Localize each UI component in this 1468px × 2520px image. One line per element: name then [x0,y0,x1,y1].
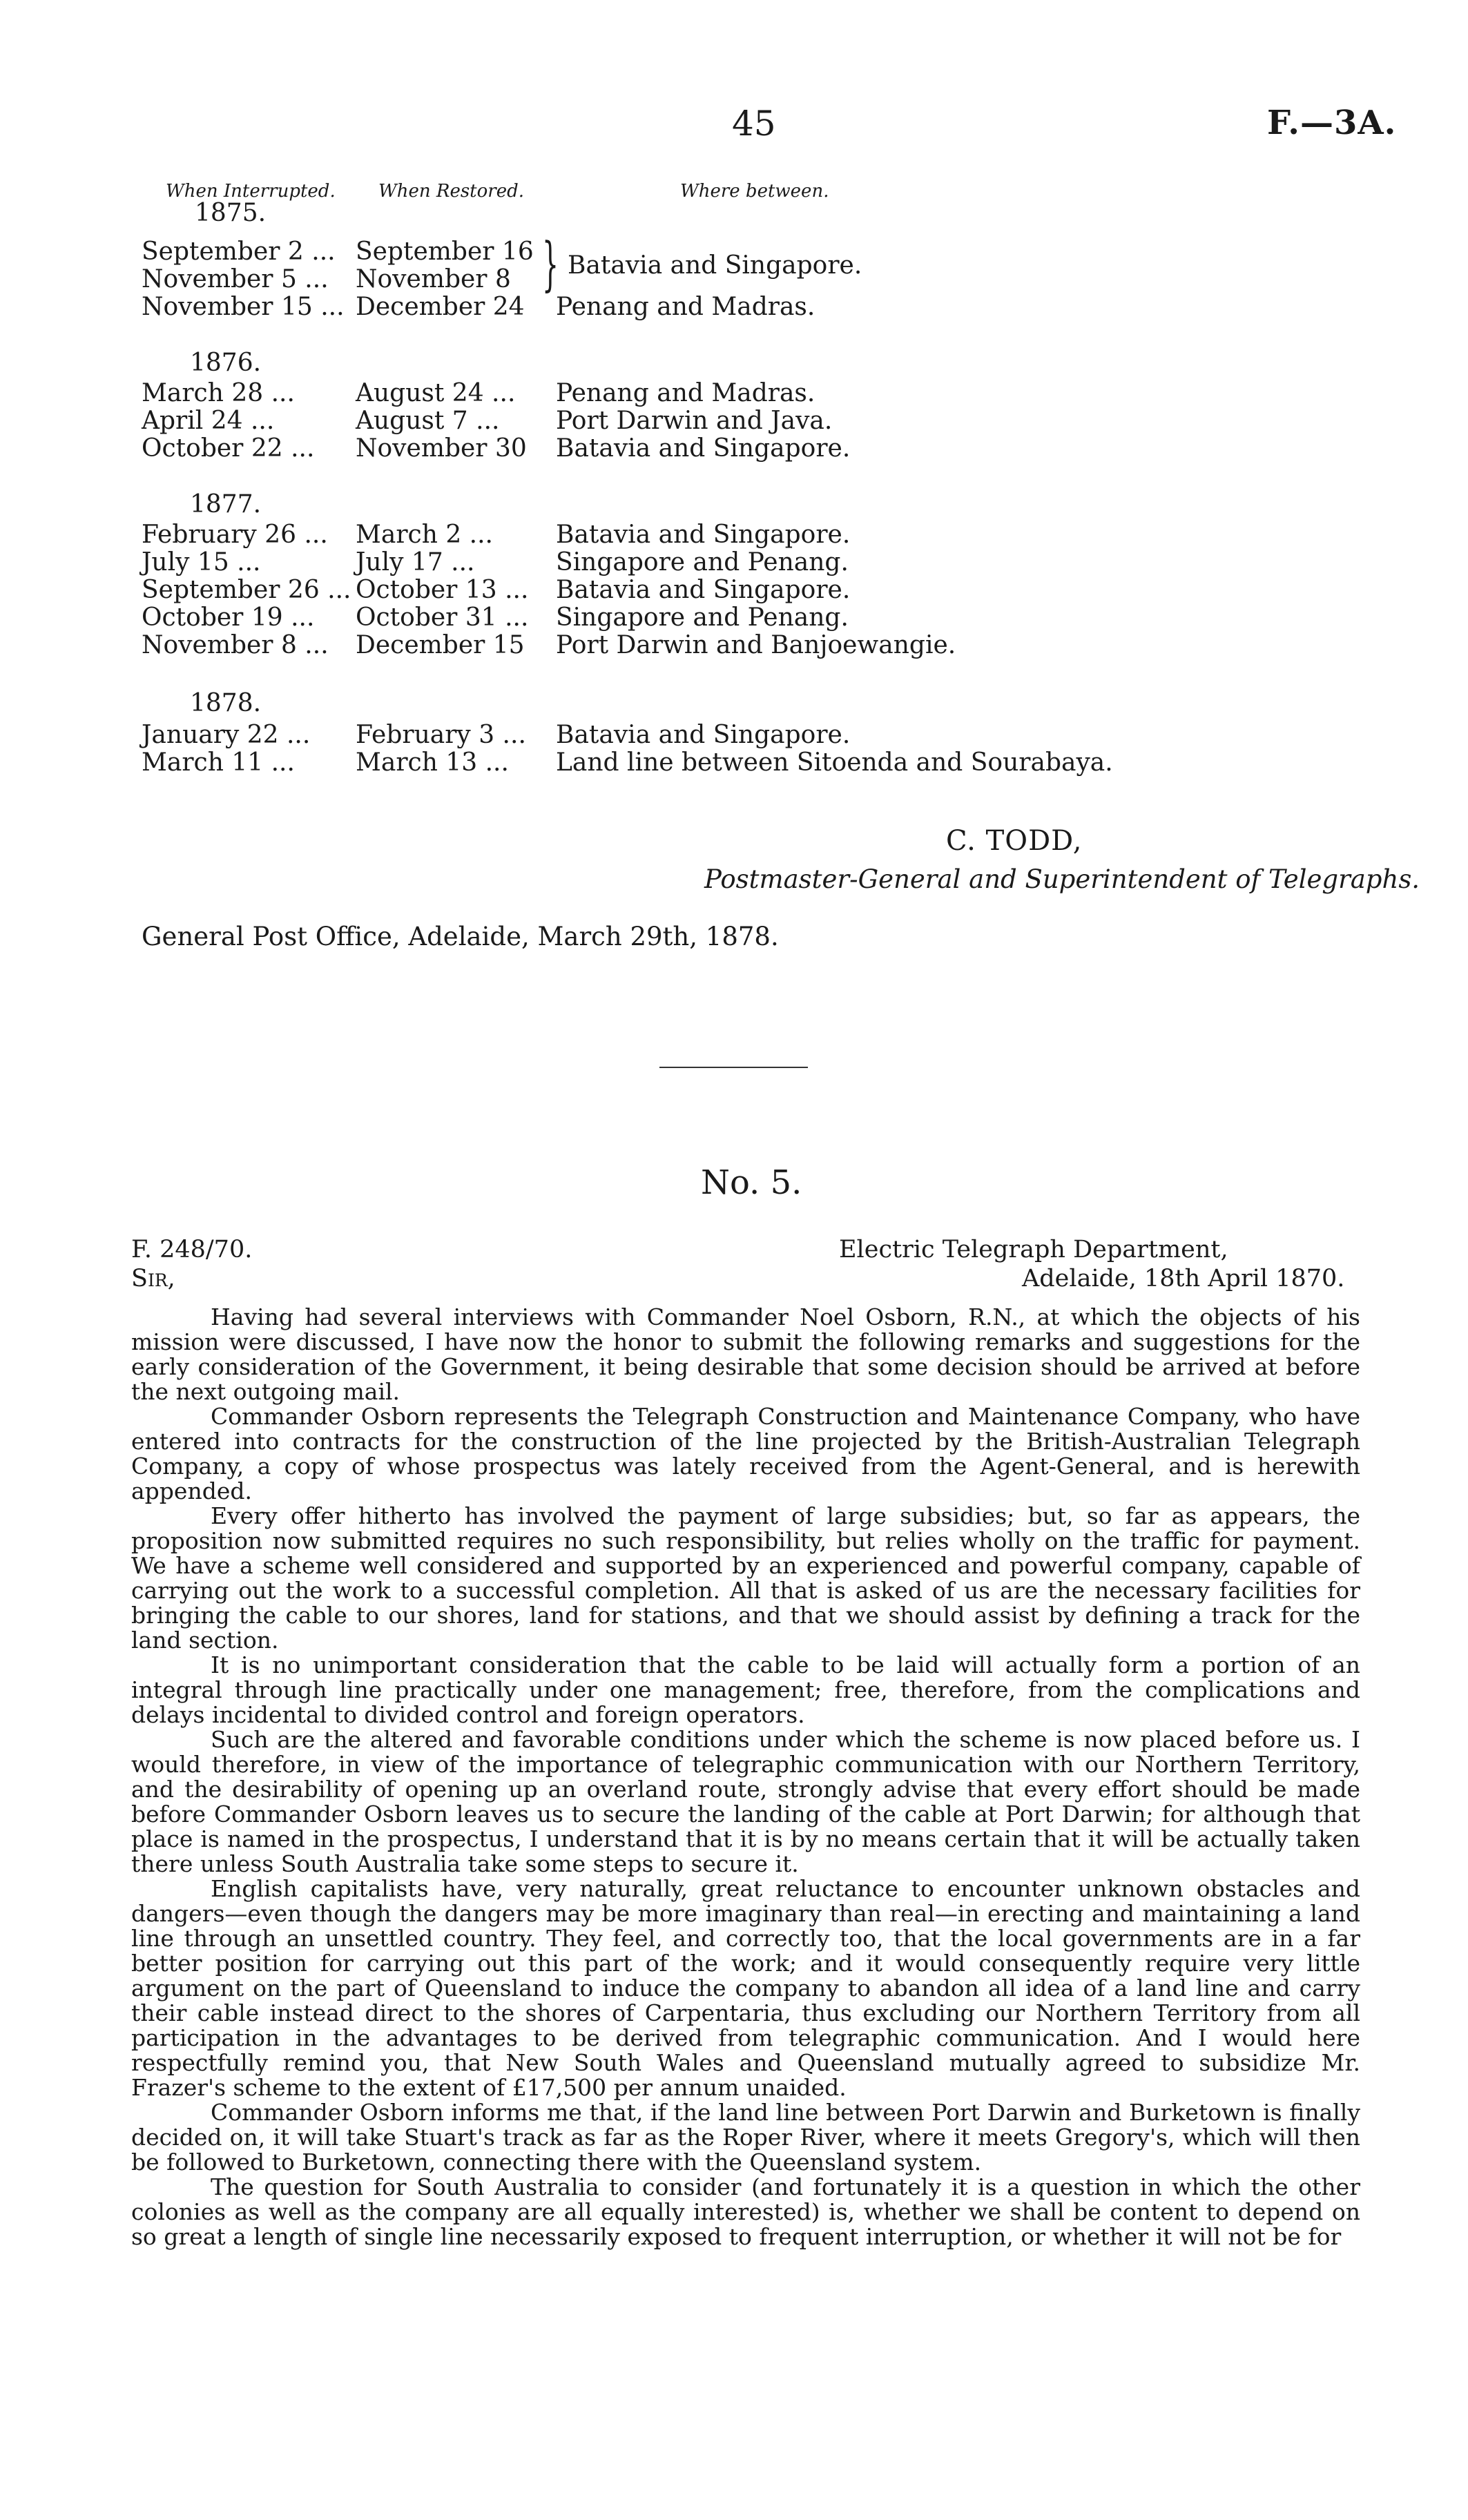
interrupted-cell: October 22 ... [142,434,315,463]
signatory-title: Postmaster-General and Superintendent of Telegraphs. [704,864,1420,894]
section-divider [659,1067,808,1068]
paragraph: Every offer hitherto has involved the payment of large subsidies; but, so far as appears, the proposition now submitted requires no such responsibility, but relies wholly on the traffic for payment. We have a scheme well considered and supported by an experienced and powerful company, capable of carrying out the work to a successful completion. All that is asked of us are the necessary facilities for bringing the cable to our shores, land for stations, and that we should assist by defining a track for the land section. [131,1502,1360,1654]
between-cell: Singapore and Penang. [556,603,849,632]
paragraph: The question for South Australia to consider (and fortunately it is a question in which the other colonies as well as the company are all equally interested) is, whether we shall be content to depend on so great a length of single line necessarily exposed to frequent interruption, or whether it will not be for [131,2173,1360,2250]
paragraph: Commander Osborn represents the Telegraph Construction and Maintenance Company, who have entered into contracts for the construction of the line projected by the British-Australian Telegraph Company, a copy of whose prospectus was lately received from the Agent-General, and is herewith appended. [131,1403,1360,1504]
column-header-between: Where between. [680,181,829,202]
paragraph: Such are the altered and favorable conditions under which the scheme is now placed before us. I would therefore, in view of the importance of telegraphic communication with our Northern Territory, and the desirability of opening up an overland route, strongly advise that every effort should be made before Commander Osborn leaves us to secure the landing of the cable at Port Darwin; for although that place is named in the prospectus, I understand that it is by no means certain that it will be actually taken there unless South Australia take some steps to secure it. [131,1726,1360,1877]
file-reference: F. 248/70. [131,1236,253,1263]
paragraph: Having had several interviews with Commander Noel Osborn, R.N., at which the objects of his mission were discussed, I have now the honor to submit the following remarks and suggestions for the early consideration of the Government, it being desirable that some decision should be arrived at before the next outgoing mail. [131,1303,1360,1405]
restored-cell: November 30 [356,434,527,463]
department-name: Electric Telegraph Department, [839,1236,1228,1263]
between-cell: Batavia and Singapore. [568,251,862,280]
restored-cell: August 7 ... [356,407,500,435]
interrupted-cell: February 26 ... [142,521,328,549]
letter-date: Adelaide, 18th April 1870. [1022,1265,1345,1292]
restored-cell: October 31 ... [356,603,529,632]
year-heading: 1877. [190,490,262,518]
restored-cell: November 8 [356,265,511,293]
paragraph: It is no unimportant consideration that the cable to be laid will actually form a portion of an integral through line practically under one management; free, therefore, from the complications and delays incidental to divided control and foreign operators. [131,1651,1360,1728]
restored-cell: December 15 [356,631,525,659]
interrupted-cell: October 19 ... [142,603,315,632]
year-heading: 1876. [190,349,262,377]
interrupted-cell: November 15 ... [142,293,345,321]
letter-number: No. 5. [701,1163,802,1202]
between-cell: Penang and Madras. [556,293,815,321]
interrupted-cell: January 22 ... [142,721,311,749]
restored-cell: March 13 ... [356,748,509,777]
brace-symbol: } [542,230,559,298]
between-cell: Batavia and Singapore. [556,576,851,604]
interrupted-cell: March 28 ... [142,379,295,407]
restored-cell: October 13 ... [356,576,529,604]
between-cell: Penang and Madras. [556,379,815,407]
between-cell: Batavia and Singapore. [556,721,851,749]
interrupted-cell: July 15 ... [142,548,261,576]
interrupted-cell: November 8 ... [142,631,329,659]
signature-place-date: General Post Office, Adelaide, March 29th, 1878. [142,922,779,951]
interrupted-cell: September 2 ... [142,238,336,266]
between-cell: Land line between Sitoenda and Sourabaya. [556,748,1113,777]
paragraph: Commander Osborn informs me that, if the land line between Port Darwin and Burketown is finally decided on, it will take Stuart's track as far as the Roper River, where it meets Gregory's, which will then be followed to Burketown, connecting there with the Queensland system. [131,2099,1360,2175]
year-heading: 1875. [195,199,267,227]
page-number: 45 [732,104,776,144]
between-cell: Batavia and Singapore. [556,434,851,463]
salutation: Sir, [131,1265,175,1292]
column-header-restored: When Restored. [378,181,524,202]
restored-cell: July 17 ... [356,548,475,576]
year-heading: 1878. [190,689,262,717]
between-cell: Port Darwin and Java. [556,407,833,435]
interrupted-cell: April 24 ... [142,407,275,435]
paragraph: English capitalists have, very naturally, great reluctance to encounter unknown obstacles and dangers—even though the dangers may be more imaginary than real—in erecting and maintaining a land line through an unsettled country. They feel, and correctly too, that the local governments are in a far better position for carrying out this part of the work; and it would consequently require very little argument on the part of Queensland to induce the company to abandon all idea of a land line and carry their cable instead direct to the shores of Carpentaria, thus excluding our Northern Territory from all participation in the advantages to be derived from telegraphic communication. And I would here respectfully remind you, that New South Wales and Queensland mutually agreed to subsidize Mr. Frazer's scheme to the extent of £17,500 per annum unaided. [131,1875,1360,2101]
between-cell: Batavia and Singapore. [556,521,851,549]
between-cell: Singapore and Penang. [556,548,849,576]
letter-body [131,1305,1360,2249]
interrupted-cell: September 26 ... [142,576,351,604]
restored-cell: September 16 [356,238,534,266]
interrupted-cell: March 11 ... [142,748,295,777]
restored-cell: December 24 [356,293,525,321]
interrupted-cell: November 5 ... [142,265,329,293]
restored-cell: August 24 ... [356,379,516,407]
column-header-interrupted: When Interrupted. [166,181,336,202]
restored-cell: February 3 ... [356,721,526,749]
signatory-name: C. TODD, [946,825,1083,857]
between-cell: Port Darwin and Banjoewangie. [556,631,956,659]
document-reference: F.—3A. [1267,104,1397,142]
restored-cell: March 2 ... [356,521,494,549]
